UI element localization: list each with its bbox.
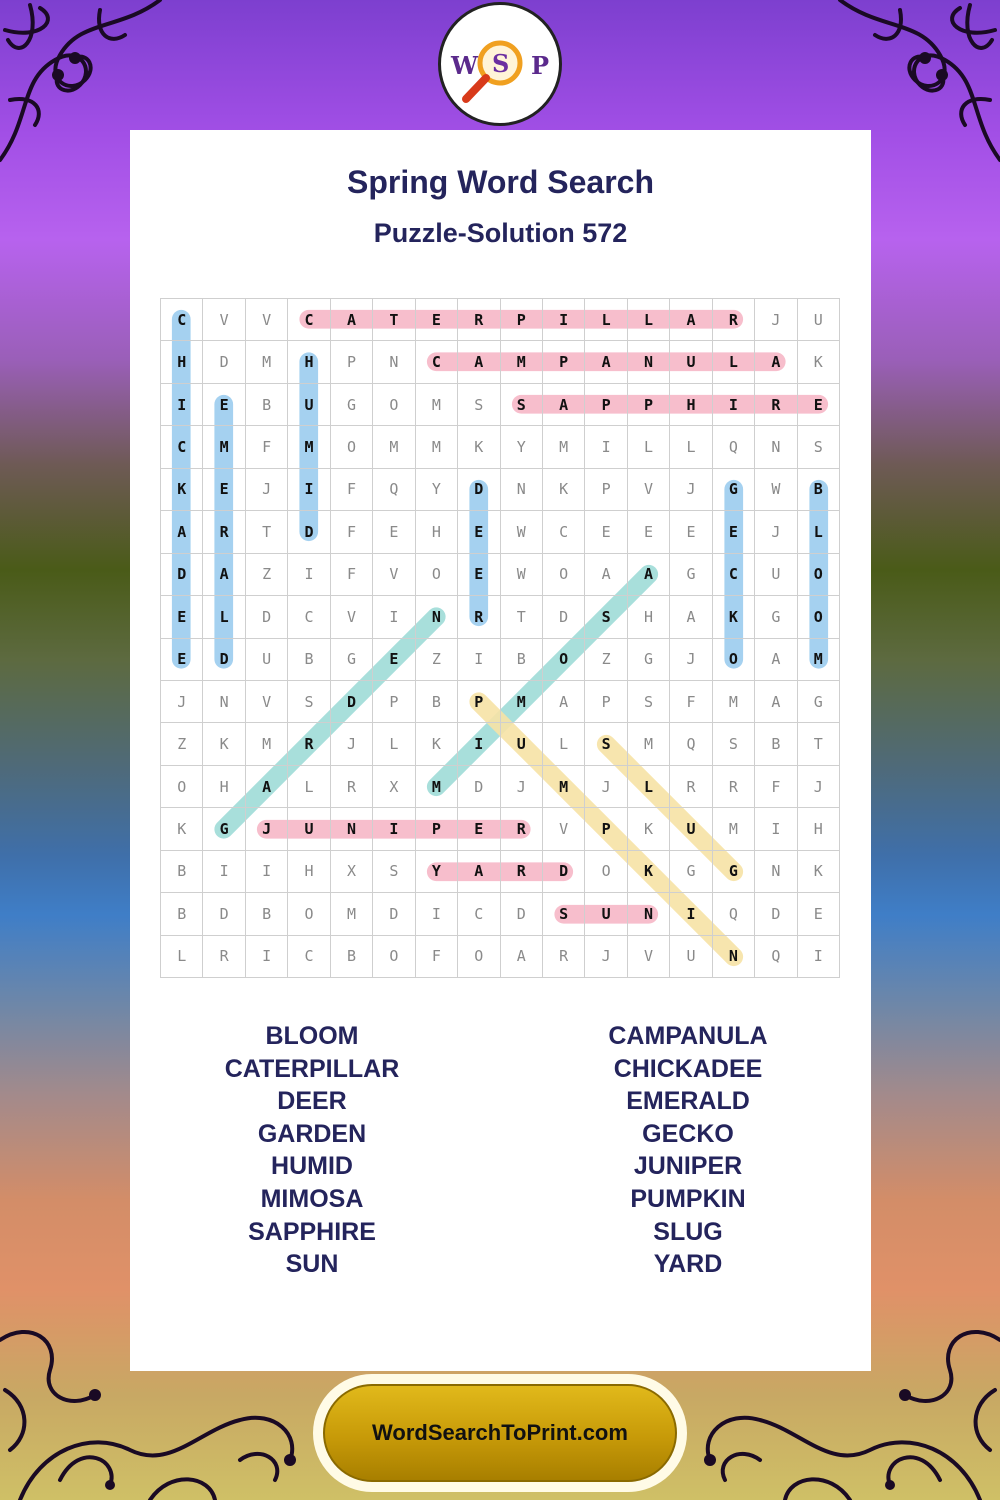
- grid-cell: M: [501, 681, 543, 723]
- word-list-item: CATERPILLAR: [224, 1054, 400, 1083]
- grid-cell: H: [628, 596, 670, 638]
- grid-cell: J: [501, 766, 543, 808]
- grid-cell: F: [755, 766, 797, 808]
- grid-cell: B: [288, 639, 330, 681]
- grid-cell: K: [628, 851, 670, 893]
- grid-cell: R: [458, 299, 500, 341]
- grid-cell: M: [543, 766, 585, 808]
- grid-cell: L: [798, 511, 840, 553]
- grid-cell: J: [670, 639, 712, 681]
- grid-cell: E: [670, 511, 712, 553]
- grid-cell: I: [246, 936, 288, 978]
- word-list-item: CHICKADEE: [613, 1054, 763, 1083]
- grid-cell: D: [755, 893, 797, 935]
- grid-cell: O: [543, 639, 585, 681]
- word-list-item: SUN: [285, 1250, 339, 1279]
- grid-cell: M: [331, 893, 373, 935]
- grid-cell: A: [585, 554, 627, 596]
- grid-cell: E: [161, 596, 203, 638]
- puzzle-sheet: [130, 130, 871, 1371]
- grid-cell: P: [373, 681, 415, 723]
- grid-cell: M: [246, 723, 288, 765]
- grid-cell: B: [416, 681, 458, 723]
- grid-cell: M: [373, 426, 415, 468]
- grid-cell: S: [713, 723, 755, 765]
- grid-cell: J: [585, 936, 627, 978]
- word-list-item: JUNIPER: [633, 1152, 743, 1181]
- grid-cell: L: [670, 426, 712, 468]
- grid-cell: U: [246, 639, 288, 681]
- grid-cell: D: [331, 681, 373, 723]
- grid-cell: Y: [416, 851, 458, 893]
- grid-cell: B: [331, 936, 373, 978]
- grid-cell: M: [203, 426, 245, 468]
- grid-cell: K: [543, 469, 585, 511]
- grid-cell: O: [458, 936, 500, 978]
- grid-cell: I: [755, 808, 797, 850]
- grid-cell: F: [416, 936, 458, 978]
- grid-cell: D: [458, 766, 500, 808]
- grid-cell: P: [585, 808, 627, 850]
- grid-cell: J: [246, 808, 288, 850]
- grid-cell: T: [798, 723, 840, 765]
- grid-cell: S: [458, 384, 500, 426]
- grid-cell: G: [713, 851, 755, 893]
- grid-cell: A: [161, 511, 203, 553]
- grid-cell: G: [670, 851, 712, 893]
- grid-cell: L: [628, 299, 670, 341]
- grid-cell: C: [288, 596, 330, 638]
- word-list-item: DEER: [277, 1087, 347, 1116]
- grid-cell: B: [246, 384, 288, 426]
- grid-cell: L: [543, 723, 585, 765]
- grid-cell: J: [331, 723, 373, 765]
- grid-cell: D: [246, 596, 288, 638]
- grid-cell: L: [585, 299, 627, 341]
- grid-cell: N: [416, 596, 458, 638]
- grid-cell: F: [246, 426, 288, 468]
- grid-cell: D: [458, 469, 500, 511]
- grid-cell: V: [203, 299, 245, 341]
- grid-cell: O: [288, 893, 330, 935]
- grid-cell: A: [755, 681, 797, 723]
- grid-cell: A: [543, 384, 585, 426]
- grid-cell: H: [161, 341, 203, 383]
- grid-cell: R: [203, 936, 245, 978]
- grid-cell: N: [331, 808, 373, 850]
- grid-cell: O: [416, 554, 458, 596]
- grid-cell: Q: [670, 723, 712, 765]
- grid-cell: R: [458, 596, 500, 638]
- grid-cell: D: [543, 851, 585, 893]
- grid-cell: I: [373, 596, 415, 638]
- grid-cell: R: [543, 936, 585, 978]
- logo-letter-w: W: [451, 51, 478, 80]
- grid-cell: M: [288, 426, 330, 468]
- grid-cell: M: [798, 639, 840, 681]
- grid-cell: P: [628, 384, 670, 426]
- grid-cell: L: [628, 426, 670, 468]
- grid-cell: F: [331, 554, 373, 596]
- grid-cell: B: [798, 469, 840, 511]
- grid-cell: Z: [416, 639, 458, 681]
- grid-cell: U: [288, 384, 330, 426]
- grid-cell: N: [203, 681, 245, 723]
- grid-cell: V: [543, 808, 585, 850]
- grid-cell: H: [416, 511, 458, 553]
- grid-cell: I: [798, 936, 840, 978]
- grid-cell: I: [203, 851, 245, 893]
- grid-cell: P: [458, 681, 500, 723]
- word-list-item: HUMID: [271, 1152, 353, 1181]
- grid-cell: S: [585, 723, 627, 765]
- grid-cell: C: [416, 341, 458, 383]
- grid-cell: H: [203, 766, 245, 808]
- grid-cell: M: [416, 384, 458, 426]
- grid-cell: V: [628, 469, 670, 511]
- grid-cell: R: [713, 299, 755, 341]
- grid-cell: O: [713, 639, 755, 681]
- grid-cell: E: [203, 469, 245, 511]
- grid-cell: W: [501, 511, 543, 553]
- grid-cell: M: [246, 341, 288, 383]
- word-list-item: PUMPKIN: [630, 1184, 746, 1213]
- grid-cell: K: [628, 808, 670, 850]
- grid-cell: P: [585, 681, 627, 723]
- grid-cell: G: [628, 639, 670, 681]
- grid-cell: O: [543, 554, 585, 596]
- grid-cell: O: [798, 596, 840, 638]
- word-list-right: [563, 1020, 813, 1281]
- grid-cell: G: [203, 808, 245, 850]
- grid-cell: S: [288, 681, 330, 723]
- grid-cell: V: [246, 681, 288, 723]
- grid-cell: G: [798, 681, 840, 723]
- grid-cell: W: [501, 554, 543, 596]
- grid-cell: Z: [161, 723, 203, 765]
- grid-cell: D: [203, 341, 245, 383]
- grid-cell: C: [161, 299, 203, 341]
- grid-cell: A: [458, 341, 500, 383]
- word-list-item: YARD: [653, 1250, 723, 1279]
- grid-cell: J: [755, 299, 797, 341]
- grid-cell: G: [755, 596, 797, 638]
- grid-cell: S: [798, 426, 840, 468]
- grid-cell: D: [501, 893, 543, 935]
- grid-cell: B: [161, 893, 203, 935]
- grid-cell: I: [670, 893, 712, 935]
- grid-cell: S: [628, 681, 670, 723]
- site-link[interactable]: WordSearchToPrint.com: [323, 1384, 677, 1482]
- grid-cell: G: [670, 554, 712, 596]
- page-subtitle: Puzzle-Solution 572: [373, 218, 628, 248]
- grid-cell: A: [755, 341, 797, 383]
- grid-cell: J: [798, 766, 840, 808]
- page-title: Spring Word Search: [346, 164, 654, 200]
- grid-cell: S: [373, 851, 415, 893]
- letter-grid: [160, 298, 840, 978]
- grid-cell: A: [543, 681, 585, 723]
- grid-cell: E: [161, 639, 203, 681]
- grid-cell: M: [416, 426, 458, 468]
- grid-cell: O: [373, 936, 415, 978]
- word-list-item: GARDEN: [257, 1119, 367, 1148]
- grid-cell: E: [798, 384, 840, 426]
- grid-cell: P: [585, 469, 627, 511]
- grid-cell: K: [161, 469, 203, 511]
- grid-cell: A: [755, 639, 797, 681]
- grid-cell: U: [288, 808, 330, 850]
- grid-cell: J: [670, 469, 712, 511]
- grid-cell: Y: [416, 469, 458, 511]
- grid-cell: D: [161, 554, 203, 596]
- grid-cell: F: [331, 469, 373, 511]
- grid-cell: E: [458, 511, 500, 553]
- grid-cell: F: [331, 511, 373, 553]
- grid-cell: N: [713, 936, 755, 978]
- grid-cell: M: [501, 341, 543, 383]
- grid-cell: B: [501, 639, 543, 681]
- grid-cell: H: [670, 384, 712, 426]
- grid-cell: H: [798, 808, 840, 850]
- grid-cell: U: [670, 936, 712, 978]
- grid-cell: L: [628, 766, 670, 808]
- grid-cell: Z: [246, 554, 288, 596]
- word-list-item: BLOOM: [265, 1022, 359, 1050]
- grid-cell: Y: [501, 426, 543, 468]
- grid-cell: M: [713, 808, 755, 850]
- grid-cell: N: [501, 469, 543, 511]
- grid-cell: N: [755, 426, 797, 468]
- grid-cell: K: [161, 808, 203, 850]
- grid-cell: R: [713, 766, 755, 808]
- grid-cell: D: [203, 639, 245, 681]
- grid-cell: I: [458, 639, 500, 681]
- grid-cell: K: [203, 723, 245, 765]
- grid-cell: I: [161, 384, 203, 426]
- grid-cell: V: [373, 554, 415, 596]
- grid-cell: A: [628, 554, 670, 596]
- grid-cell: N: [628, 893, 670, 935]
- grid-cell: J: [585, 766, 627, 808]
- grid-cell: O: [798, 554, 840, 596]
- grid-cell: K: [416, 723, 458, 765]
- grid-cell: B: [161, 851, 203, 893]
- grid-cell: R: [755, 384, 797, 426]
- grid-cell: C: [161, 426, 203, 468]
- grid-cell: T: [373, 299, 415, 341]
- grid-cell: E: [458, 808, 500, 850]
- grid-cell: E: [585, 511, 627, 553]
- grid-cell: I: [373, 808, 415, 850]
- grid-cell: F: [670, 681, 712, 723]
- grid-cell: E: [373, 639, 415, 681]
- grid-cell: R: [331, 766, 373, 808]
- grid-cell: R: [670, 766, 712, 808]
- grid-cell: E: [628, 511, 670, 553]
- grid-cell: B: [246, 893, 288, 935]
- grid-cell: L: [161, 936, 203, 978]
- grid-cell: J: [755, 511, 797, 553]
- grid-cell: U: [670, 341, 712, 383]
- grid-cell: V: [628, 936, 670, 978]
- grid-cell: M: [713, 681, 755, 723]
- grid-cell: R: [501, 808, 543, 850]
- grid-cell: M: [628, 723, 670, 765]
- grid-cell: E: [416, 299, 458, 341]
- grid-cell: G: [331, 639, 373, 681]
- grid-cell: C: [288, 299, 330, 341]
- grid-cell: X: [331, 851, 373, 893]
- word-list-item: SLUG: [653, 1217, 723, 1246]
- grid-cell: L: [203, 596, 245, 638]
- word-list-item: SAPPHIRE: [248, 1217, 376, 1246]
- grid-cell: I: [543, 299, 585, 341]
- grid-cell: Z: [585, 639, 627, 681]
- grid-cell: J: [161, 681, 203, 723]
- grid-cell: J: [246, 469, 288, 511]
- grid-cell: I: [458, 723, 500, 765]
- grid-cell: Q: [755, 936, 797, 978]
- grid-cell: S: [585, 596, 627, 638]
- grid-cell: I: [416, 893, 458, 935]
- grid-cell: M: [543, 426, 585, 468]
- footer-badge-frame: [313, 1374, 687, 1492]
- grid-cell: K: [458, 426, 500, 468]
- grid-cell: L: [373, 723, 415, 765]
- grid-cell: K: [798, 851, 840, 893]
- word-grid: [160, 298, 840, 978]
- word-list-item: CAMPANULA: [608, 1022, 768, 1050]
- grid-cell: A: [585, 341, 627, 383]
- grid-cell: L: [713, 341, 755, 383]
- grid-cell: E: [798, 893, 840, 935]
- grid-cell: D: [543, 596, 585, 638]
- grid-cell: M: [416, 766, 458, 808]
- grid-cell: P: [543, 341, 585, 383]
- grid-cell: B: [755, 723, 797, 765]
- grid-cell: X: [373, 766, 415, 808]
- grid-cell: A: [458, 851, 500, 893]
- word-list-left: [187, 1020, 437, 1281]
- grid-cell: G: [331, 384, 373, 426]
- grid-cell: Q: [713, 426, 755, 468]
- wsp-logo: [438, 2, 562, 126]
- grid-cell: W: [755, 469, 797, 511]
- grid-cell: K: [713, 596, 755, 638]
- grid-cell: V: [331, 596, 373, 638]
- grid-cell: L: [288, 766, 330, 808]
- grid-cell: O: [373, 384, 415, 426]
- grid-cell: G: [713, 469, 755, 511]
- grid-cell: S: [543, 893, 585, 935]
- grid-cell: T: [501, 596, 543, 638]
- grid-cell: Q: [373, 469, 415, 511]
- grid-cell: U: [755, 554, 797, 596]
- grid-cell: U: [670, 808, 712, 850]
- grid-cell: T: [246, 511, 288, 553]
- grid-cell: S: [501, 384, 543, 426]
- word-list-item: EMERALD: [626, 1087, 750, 1116]
- word-list-item: GECKO: [642, 1119, 734, 1148]
- grid-cell: E: [458, 554, 500, 596]
- grid-cell: H: [288, 851, 330, 893]
- grid-cell: N: [628, 341, 670, 383]
- grid-cell: I: [585, 426, 627, 468]
- grid-cell: Q: [713, 893, 755, 935]
- grid-cell: I: [246, 851, 288, 893]
- grid-cell: U: [585, 893, 627, 935]
- grid-cell: O: [161, 766, 203, 808]
- grid-cell: A: [203, 554, 245, 596]
- grid-cell: U: [501, 723, 543, 765]
- grid-cell: D: [373, 893, 415, 935]
- grid-cell: A: [331, 299, 373, 341]
- grid-cell: A: [670, 299, 712, 341]
- grid-cell: P: [501, 299, 543, 341]
- grid-cell: P: [331, 341, 373, 383]
- grid-cell: E: [373, 511, 415, 553]
- grid-cell: I: [288, 469, 330, 511]
- grid-cell: A: [501, 936, 543, 978]
- grid-cell: D: [203, 893, 245, 935]
- grid-cell: U: [798, 299, 840, 341]
- grid-cell: A: [670, 596, 712, 638]
- grid-cell: R: [501, 851, 543, 893]
- grid-cell: O: [331, 426, 373, 468]
- logo-letter-p: P: [531, 51, 550, 80]
- grid-cell: P: [416, 808, 458, 850]
- grid-cell: C: [713, 554, 755, 596]
- grid-cell: I: [288, 554, 330, 596]
- grid-cell: H: [288, 341, 330, 383]
- grid-cell: C: [543, 511, 585, 553]
- grid-cell: A: [246, 766, 288, 808]
- grid-cell: C: [288, 936, 330, 978]
- grid-cell: D: [288, 511, 330, 553]
- grid-cell: P: [585, 384, 627, 426]
- grid-cell: N: [755, 851, 797, 893]
- grid-cell: C: [458, 893, 500, 935]
- logo-letter-s: S: [492, 49, 510, 78]
- grid-cell: K: [798, 341, 840, 383]
- grid-cell: E: [713, 511, 755, 553]
- grid-cell: V: [246, 299, 288, 341]
- grid-cell: R: [288, 723, 330, 765]
- grid-cell: R: [203, 511, 245, 553]
- grid-cell: N: [373, 341, 415, 383]
- grid-cell: O: [585, 851, 627, 893]
- grid-cell: I: [713, 384, 755, 426]
- word-list-item: MIMOSA: [260, 1184, 364, 1213]
- grid-cell: E: [203, 384, 245, 426]
